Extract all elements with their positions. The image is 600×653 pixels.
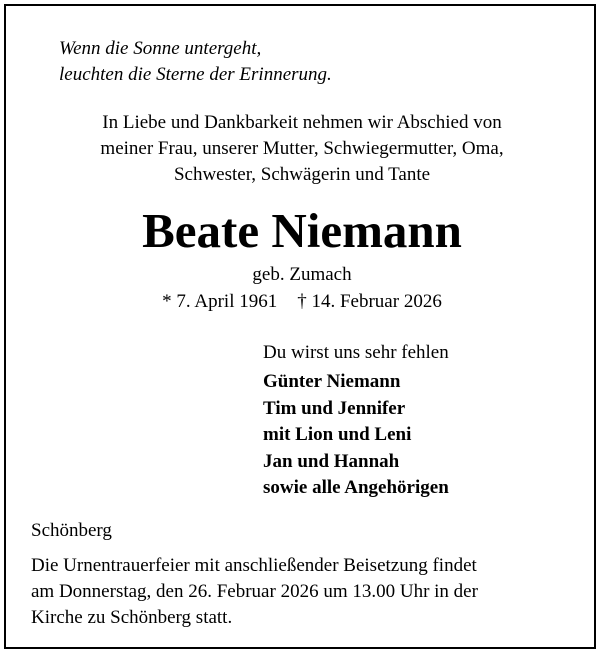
service-line: am Donnerstag, den 26. Februar 2026 um 13.00 Uhr in der — [31, 581, 478, 602]
mourner-name: Günter Niemann — [263, 371, 401, 392]
poem-line: leuchten die Sterne der Erinnerung. — [59, 64, 332, 85]
service-line: Die Urnentrauerfeier mit anschließender Beisetzung findet — [31, 555, 477, 576]
intro-line: Schwester, Schwägerin und Tante — [173, 164, 431, 185]
intro-line: meiner Frau, unserer Mutter, Schwiegermutter, Oma, — [100, 138, 504, 159]
obituary-notice — [4, 4, 596, 649]
intro-line: In Liebe und Dankbarkeit nehmen wir Abschied von — [102, 112, 502, 133]
farewell-intro — [6, 110, 598, 188]
service-line: Kirche zu Schönberg statt. — [31, 607, 233, 628]
service-details — [31, 553, 581, 631]
poem-quote — [59, 36, 332, 88]
mourner-name: mit Lion und Leni — [263, 424, 412, 445]
death-date: † 14. Februar 2026 — [297, 291, 442, 312]
mourners-list — [263, 369, 449, 502]
mourner-name: Jan und Hannah — [263, 450, 400, 472]
birth-date: * 7. April 1961 — [162, 291, 278, 312]
place-name: Schönberg — [31, 520, 112, 541]
mourners-intro: Du wirst uns sehr fehlen — [263, 342, 449, 363]
poem-line: Wenn die Sonne untergeht, — [59, 38, 262, 59]
maiden-name: geb. Zumach — [252, 264, 352, 285]
mourner-name: Tim und Jennifer — [263, 397, 406, 419]
mourner-name: sowie alle Angehörigen — [263, 477, 449, 498]
deceased-name: Beate Niemann — [142, 203, 462, 258]
life-dates — [6, 290, 598, 314]
